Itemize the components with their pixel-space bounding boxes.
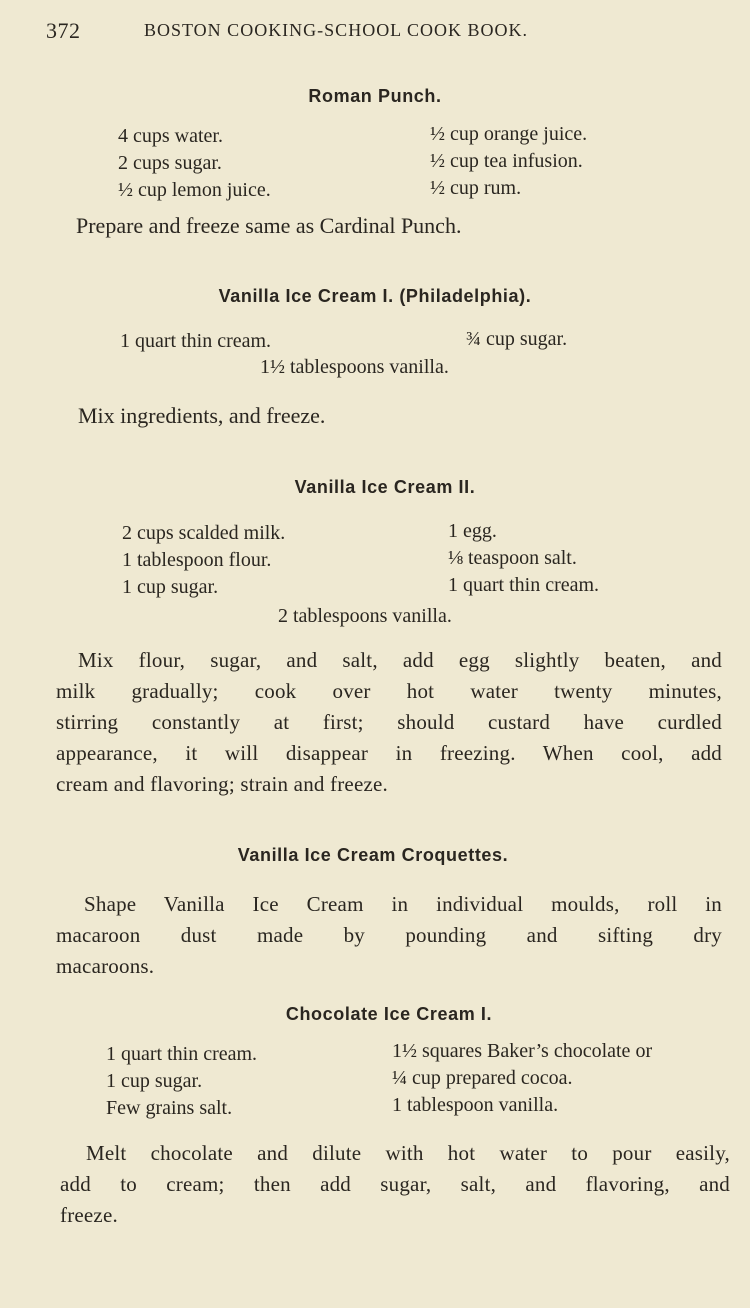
method-line: add to cream; then add sugar, salt, and flavoring, and <box>60 1172 730 1196</box>
method-croquettes <box>56 889 722 982</box>
ingredient-right-vanilla-1: ¾ cup sugar. <box>466 328 568 350</box>
ingredient: 1 cup sugar. <box>122 576 219 598</box>
method-vanilla-1: Mix ingredients, and freeze. <box>78 403 326 428</box>
ingredient-center-vanilla-2: 2 tablespoons vanilla. <box>278 605 452 627</box>
ingredient: 2 cups scalded milk. <box>122 522 286 544</box>
ingredient: ¼ cup prepared cocoa. <box>392 1067 573 1089</box>
ingredient: 1 cup sugar. <box>106 1070 203 1092</box>
page-number: 372 <box>46 18 81 43</box>
method-line: cream and flavoring; strain and freeze. <box>56 772 388 796</box>
recipe-title-vanilla-2: Vanilla Ice Cream II. <box>294 477 476 497</box>
method-chocolate-1 <box>60 1138 730 1231</box>
ingredient: 4 cups water. <box>118 125 223 147</box>
ingredient: 1 tablespoon vanilla. <box>392 1094 559 1116</box>
ingredient: 2 cups sugar. <box>118 152 222 174</box>
ingredient: ½ cup tea infusion. <box>430 150 583 172</box>
method-line: stirring constantly at first; should custard have curdled <box>56 710 722 734</box>
ingredient: 1 egg. <box>448 520 497 542</box>
ingredient-center-vanilla-1: 1½ tablespoons vanilla. <box>260 356 449 378</box>
ingredient: ½ cup lemon juice. <box>118 179 271 201</box>
recipe-title-roman-punch: Roman Punch. <box>308 86 442 106</box>
ingredient-left-vanilla-1: 1 quart thin cream. <box>120 330 272 352</box>
method-line: milk gradually; cook over hot water twenty minutes, <box>56 679 722 703</box>
ingredients-left-vanilla-2 <box>122 520 285 601</box>
ingredients-right-roman-punch <box>430 121 587 202</box>
method-line: appearance, it will disappear in freezing. When cool, add <box>56 741 722 765</box>
running-title: BOSTON COOKING-SCHOOL COOK BOOK. <box>144 20 529 40</box>
ingredient: 1½ squares Baker’s chocolate or <box>392 1040 653 1062</box>
method-vanilla-2 <box>56 645 722 800</box>
ingredient: ½ cup orange juice. <box>430 123 588 145</box>
ingredient: 1 quart thin cream. <box>106 1043 258 1065</box>
method-line: Shape Vanilla Ice Cream in individual moulds, roll in <box>84 892 722 916</box>
recipe-title-chocolate-1: Chocolate Ice Cream I. <box>285 1004 493 1024</box>
ingredients-right-vanilla-2 <box>448 518 599 599</box>
method-line: freeze. <box>60 1203 118 1227</box>
ingredient: Few grains salt. <box>106 1097 233 1119</box>
ingredient: ⅛ teaspoon salt. <box>448 547 577 569</box>
ingredients-left-chocolate-1 <box>106 1041 257 1122</box>
method-line: macaroons. <box>56 954 155 978</box>
method-roman-punch: Prepare and freeze same as Cardinal Punch. <box>76 213 462 238</box>
ingredient: 1 tablespoon flour. <box>122 549 272 571</box>
method-line: Melt chocolate and dilute with hot water to pour easily, <box>86 1141 730 1165</box>
ingredient: ½ cup rum. <box>430 177 522 199</box>
ingredient: 1 quart thin cream. <box>448 574 600 596</box>
method-line: macaroon dust made by pounding and sifting dry <box>56 923 722 947</box>
method-line: Mix flour, sugar, and salt, add egg slightly beaten, and <box>78 648 722 672</box>
recipe-title-vanilla-1: Vanilla Ice Cream I. (Philadelphia). <box>218 286 532 306</box>
recipe-title-croquettes: Vanilla Ice Cream Croquettes. <box>237 845 509 865</box>
ingredients-right-chocolate-1 <box>392 1038 652 1119</box>
ingredients-left-roman-punch <box>118 123 271 204</box>
